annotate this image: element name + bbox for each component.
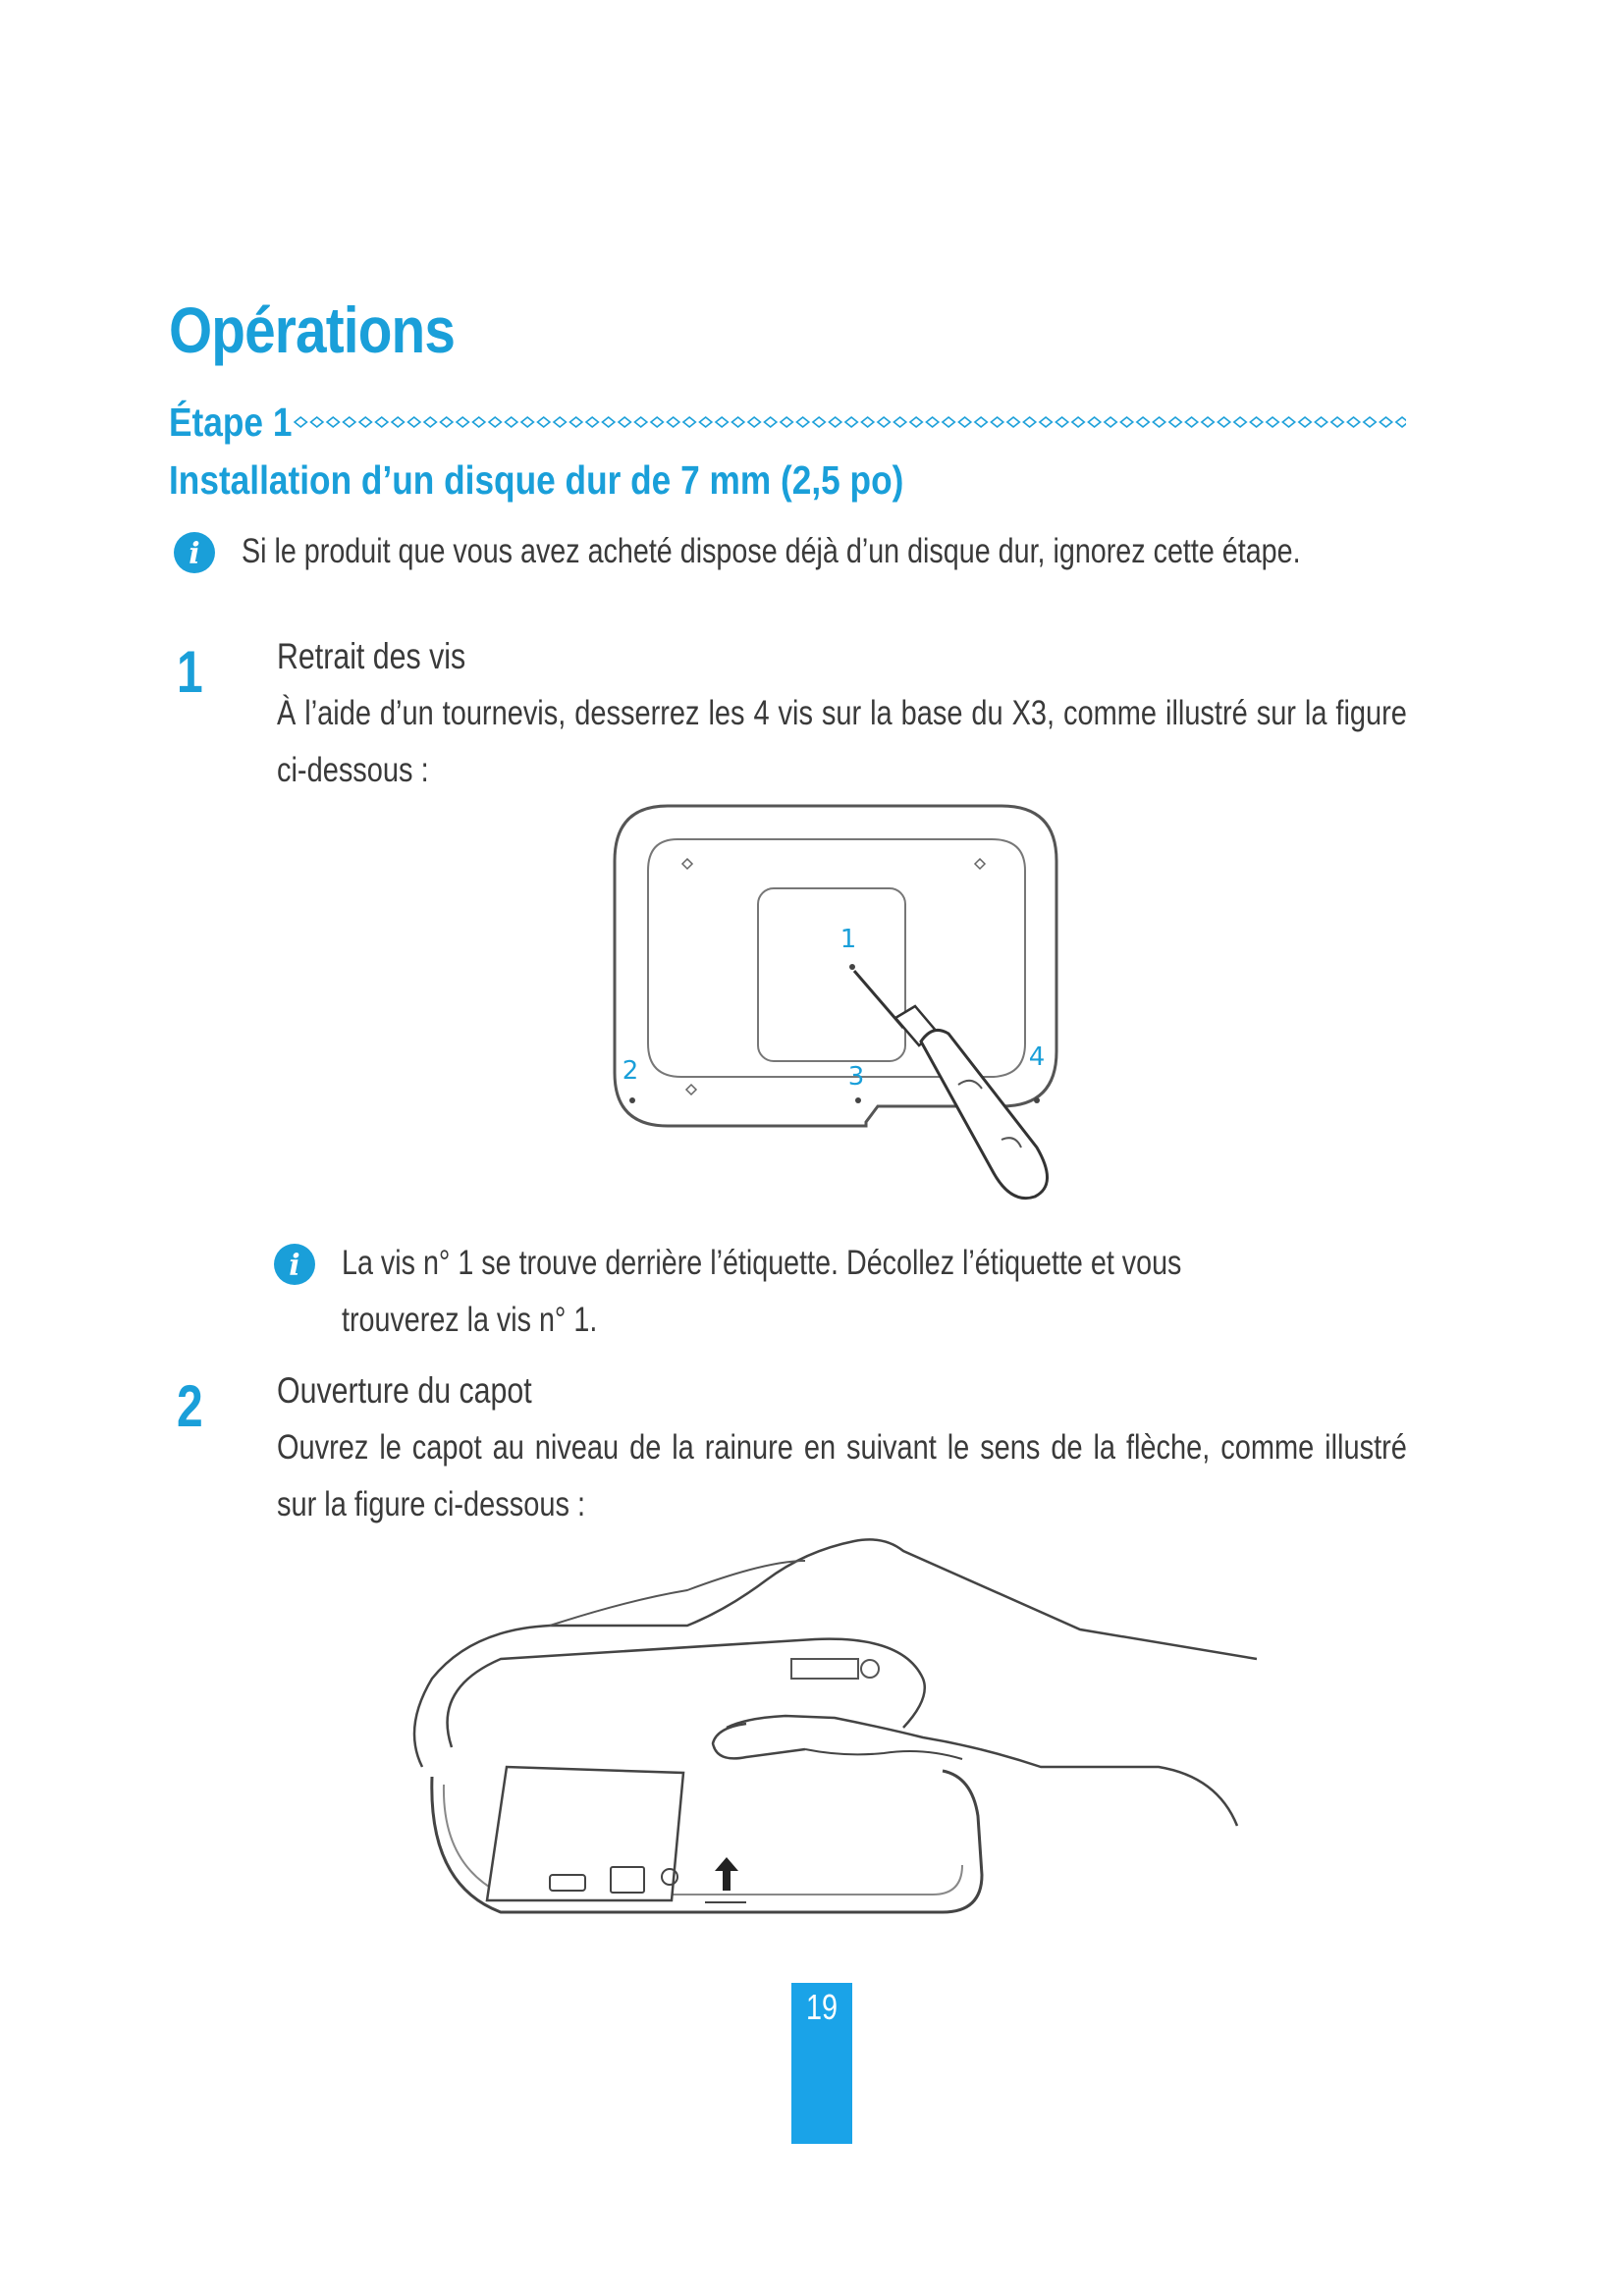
step-number: 2 — [177, 1373, 203, 1439]
page-number: 19 — [805, 1987, 839, 2027]
screw-label: 3 — [847, 1062, 865, 1092]
step-header — [169, 397, 1406, 448]
svg-text:i: i — [289, 1249, 300, 1283]
screw-note — [273, 1243, 1412, 1349]
svg-text:i: i — [189, 537, 200, 571]
step-number: 1 — [177, 639, 203, 705]
page-title: Opérations — [169, 294, 456, 366]
screw-label: 1 — [839, 925, 857, 954]
section-subtitle: Installation d’un disque dur de 7 mm (2,5 po) — [169, 457, 904, 503]
diamond-chain-divider — [293, 411, 1406, 433]
screw-label: 4 — [1028, 1042, 1046, 1072]
step-text: À l’aide d’un tournevis, desserrez les 4 vis sur la base du X3, comme illustré sur la figure ci-dessous : — [277, 694, 1407, 789]
step-text: Ouvrez le capot au niveau de la rainure en suivant le sens de la flèche, comme illustré sur la figure ci-dessous : — [277, 1428, 1407, 1523]
screwdriver-illustration — [609, 800, 1070, 1212]
step-label: Étape 1 — [169, 399, 293, 445]
step-2 — [277, 1362, 1408, 1533]
info-icon — [173, 531, 216, 574]
screw-label: 2 — [622, 1056, 639, 1086]
step-1 — [277, 628, 1408, 799]
intro-note — [173, 531, 1410, 580]
screw-note-text: La vis n° 1 se trouve derrière l’étiquette. Décollez l’étiquette et vous trouverez la vis n° 1. — [342, 1244, 1182, 1339]
hand-opening-cover-illustration — [393, 1531, 1276, 1944]
ezviz-logo-icon — [791, 1659, 879, 1679]
page-number-tab — [791, 1983, 852, 2144]
intro-note-text: Si le produit que vous avez acheté dispose déjà d’un disque dur, ignorez cette étape. — [242, 532, 1301, 570]
step-heading: Ouverture du capot — [277, 1370, 532, 1411]
info-icon — [273, 1243, 316, 1286]
step-heading: Retrait des vis — [277, 636, 466, 676]
